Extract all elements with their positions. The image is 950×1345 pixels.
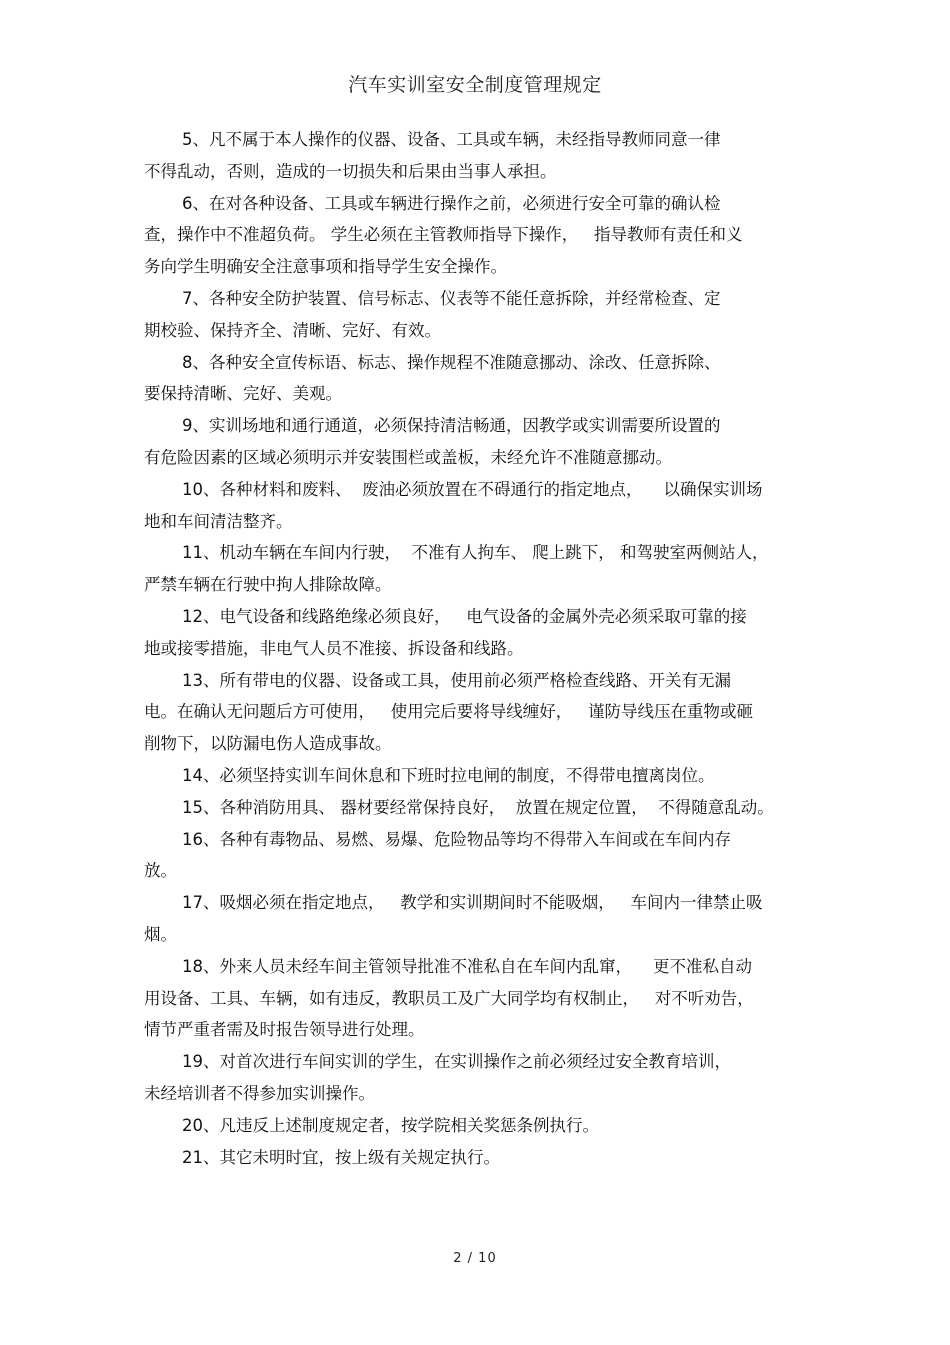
paragraph-rule-16 — [144, 824, 804, 888]
paragraph-rule-5 — [144, 124, 804, 188]
paragraph-line: 地或接零措施，非电气人员不准接、拆设备和线路。 — [144, 638, 524, 658]
paragraph-line: 11、机动车辆在车间内行驶， 不准有人拘车、 爬上跳下， 和驾驶室两侧站人， — [182, 543, 769, 563]
paragraph-line: 查，操作中不准超负荷。 学生必须在主管教师指导下操作， 指导教师有责任和义 — [144, 225, 743, 245]
paragraph-line: 地和车间清洁整齐。 — [144, 511, 293, 531]
paragraph-line: 严禁车辆在行驶中拘人排除故障。 — [144, 575, 392, 595]
paragraph-rule-8 — [144, 347, 804, 411]
document-body — [144, 124, 804, 1173]
paragraph-rule-18 — [144, 951, 804, 1046]
paragraph-rule-11 — [144, 537, 804, 601]
paragraph-rule-19 — [144, 1046, 804, 1110]
paragraph-rule-21 — [144, 1142, 804, 1174]
paragraph-line: 用设备、工具、车辆，如有违反，教职员工及广大同学均有权制止， 对不听劝告， — [144, 988, 754, 1008]
paragraph-line: 5、凡不属于本人操作的仪器、设备、工具或车辆，未经指导教师同意一律 — [182, 130, 721, 149]
paragraph-rule-10 — [144, 474, 804, 538]
paragraph-line: 8、各种安全宣传标语、标志、操作规程不准随意挪动、涂改、任意拆除、 — [182, 352, 721, 372]
paragraph-line: 19、对首次进行车间实训的学生，在实训操作之前必须经过安全教育培训， — [182, 1052, 731, 1072]
paragraph-line: 期校验、保持齐全、清晰、完好、有效。 — [144, 320, 441, 340]
paragraph-rule-17 — [144, 887, 804, 951]
paragraph-rule-20 — [144, 1110, 804, 1142]
paragraph-line: 有危险因素的区域必须明示并安装围栏或盖板，未经允许不准随意挪动。 — [144, 447, 672, 467]
paragraph-line: 6、在对各种设备、工具或车辆进行操作之前，必须进行安全可靠的确认检 — [182, 193, 721, 213]
paragraph-line: 务向学生明确安全注意事项和指导学生安全操作。 — [144, 257, 507, 277]
paragraph-rule-12 — [144, 601, 804, 665]
paragraph-line: 未经培训者不得参加实训操作。 — [144, 1083, 375, 1103]
paragraph-rule-13 — [144, 665, 804, 760]
paragraph-line: 情节严重者需及时报告领导进行处理。 — [144, 1020, 425, 1040]
paragraph-line: 不得乱动，否则，造成的一切损失和后果由当事人承担。 — [144, 161, 557, 181]
paragraph-line: 18、外来人员未经车间主管领导批准不准私自在车间内乱窜， 更不准私自动 — [182, 956, 752, 976]
paragraph-line: 要保持清晰、完好、美观。 — [144, 384, 342, 404]
paragraph-line: 14、必须坚持实训车间休息和下班时拉电闸的制度，不得带电擅离岗位。 — [182, 765, 715, 785]
paragraph-line: 电。在确认无问题后方可使用， 使用完后要将导线缠好， 谨防导线压在重物或砸 — [144, 702, 753, 722]
document-title: 汽车实训室安全制度管理规定 — [348, 74, 602, 96]
paragraph-rule-9 — [144, 410, 804, 474]
paragraph-rule-7 — [144, 283, 804, 347]
paragraph-line: 21、其它未明时宜，按上级有关规定执行。 — [182, 1147, 500, 1167]
paragraph-rule-15 — [144, 792, 804, 824]
paragraph-line: 放。 — [144, 861, 177, 881]
paragraph-line: 7、各种安全防护装置、信号标志、仪表等不能任意拆除，并经常检查、定 — [182, 288, 721, 308]
paragraph-line: 烟。 — [144, 924, 177, 944]
paragraph-line: 13、所有带电的仪器、设备或工具，使用前必须严格检查线路、开关有无漏 — [182, 670, 731, 690]
paragraph-line: 17、吸烟必须在指定地点， 教学和实训期间时不能吸烟， 车间内一律禁止吸 — [182, 893, 763, 913]
paragraph-rule-14 — [144, 760, 804, 792]
paragraph-line: 9、实训场地和通行通道，必须保持清洁畅通，因教学或实训需要所设置的 — [182, 416, 721, 436]
paragraph-line: 15、各种消防用具、 器材要经常保持良好， 放置在规定位置， 不得随意乱动。 — [182, 797, 774, 817]
paragraph-line: 20、凡违反上述制度规定者，按学院相关奖惩条例执行。 — [182, 1115, 599, 1135]
paragraph-line: 10、各种材料和废料、 废油必须放置在不碍通行的指定地点， 以确保实训场 — [182, 479, 763, 499]
paragraph-rule-6 — [144, 188, 804, 283]
paragraph-line: 12、电气设备和线路绝缘必须良好， 电气设备的金属外壳必须采取可靠的接 — [182, 606, 747, 626]
page-number: 2 / 10 — [453, 1251, 497, 1266]
paragraph-line: 16、各种有毒物品、易燃、易爆、危险物品等均不得带入车间或在车间内存 — [182, 829, 731, 849]
paragraph-line: 削物下，以防漏电伤人造成事故。 — [144, 734, 392, 754]
